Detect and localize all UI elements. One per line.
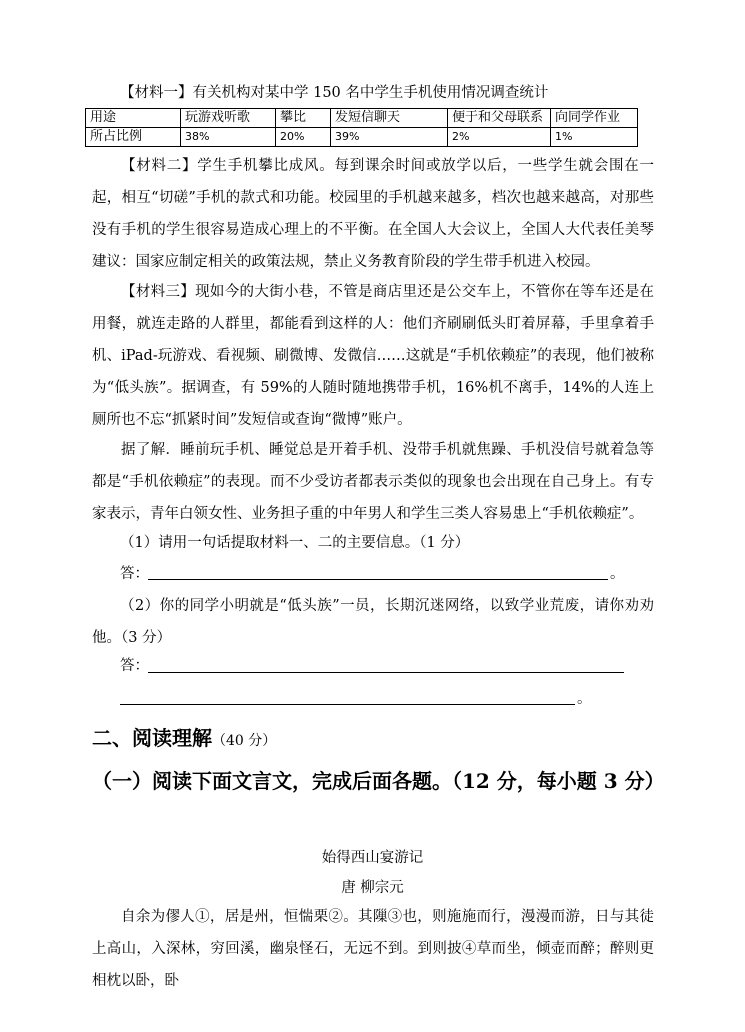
question-1: （1）请用一句话提取材料一、二的主要信息。（1 分） (120, 535, 470, 551)
material3-text: 现如今的大街小巷，不管是商店里还是公交车上，不管你在等车还是在用餐，就连走路的人群里，都能看到这样的人：他们齐刷刷低头盯着屏幕，手里拿着手机、iPad-玩游戏、看视频、刷微博、发微信……这就是“手机依赖症”的表现，他们被称为“低头族”。据调查，有 59%的人随时随地携带手机，16%机不离手，14%的人连上厕所也不忘“抓紧时间”发短信或查询“微博”账户。 (92, 284, 655, 428)
material3-continuation: 据了解．睡前玩手机、睡觉总是开着手机、没带手机就焦躁、手机没信号就着急等都是“手机依赖症”的表现。而不少受访者都表示类似的现象也会出现在自己身上。有专家表示，青年白领女性、业务担子重的中年男人和学生三类人容易患上“手机依赖症”。 (92, 442, 654, 522)
material1-text: 有关机构对某中学 150 名中学生手机使用情况调查统计 (192, 85, 549, 101)
table-cell: 发短信聊天 (331, 109, 448, 128)
material2-paragraph (92, 150, 654, 278)
table-cell: 便于和父母联系 (448, 109, 551, 128)
answer-1-line[interactable] (148, 579, 608, 580)
table-row (86, 128, 638, 147)
material2-label: 【材料二】 (121, 158, 198, 174)
table-cell: 向同学作业 (551, 109, 638, 128)
material1-heading (120, 82, 660, 104)
answer-1-label: 答： (120, 566, 149, 582)
section-2-points: （40 分） (212, 733, 277, 749)
table-row (86, 109, 638, 128)
answer-2-label: 答： (120, 658, 149, 674)
table-cell: 1% (551, 128, 638, 147)
table-cell: 所占比例 (86, 128, 181, 147)
section-2-heading (92, 722, 276, 751)
table-cell: 20% (276, 128, 331, 147)
material2-text: 学生手机攀比成风。每到课余时间或放学以后，一些学生就会围在一起，相互“切磋”手机的款式和功能。校园里的手机越来越多，档次也越来越高，对那些没有手机的学生很容易造成心理上的不平衡。在全国人大会议上，全国人大代表任美琴建议：国家应制定相关的政策法规，禁止义务教育阶段的学生带手机进入校园。 (92, 158, 654, 270)
table-cell: 玩游戏听歌 (181, 109, 276, 128)
table-cell: 38% (181, 128, 276, 147)
poem-title: 始得西山宴游记 (321, 850, 424, 866)
poem-text: 自余为僇人①，居是州，恒惴栗②。其隟③也，则施施而行，漫漫而游，日与其徒上高山，入深林，穷回溪，幽泉怪石，无远不到。到则披④草而坐，倾壶而醉；醉则更相枕以卧，卧 (92, 909, 654, 989)
material3-paragraph (92, 276, 654, 436)
table-cell: 用途 (86, 109, 181, 128)
section-2-title: 二、阅读理解 (92, 726, 212, 750)
survey-table (85, 108, 638, 147)
poem-author: 唐 柳宗元 (341, 880, 404, 896)
answer-2-period: 。 (577, 691, 592, 707)
section-2-subheading: （一）阅读下面文言文，完成后面各题。（12 分，每小题 3 分） (92, 769, 665, 793)
table-cell: 攀比 (276, 109, 331, 128)
answer-2-line-2[interactable] (120, 704, 575, 705)
material1-label: 【材料一】 (120, 85, 193, 101)
material3-label: 【材料三】 (121, 284, 196, 300)
answer-2-line-1[interactable] (148, 672, 624, 673)
answer-1-period: 。 (610, 566, 625, 582)
table-cell: 2% (448, 128, 551, 147)
question-2: （2）你的同学小明就是“低头族”一员，长期沉迷网络，以致学业荒废，请你劝劝他。（3 分） (92, 598, 654, 646)
table-cell: 39% (331, 128, 448, 147)
